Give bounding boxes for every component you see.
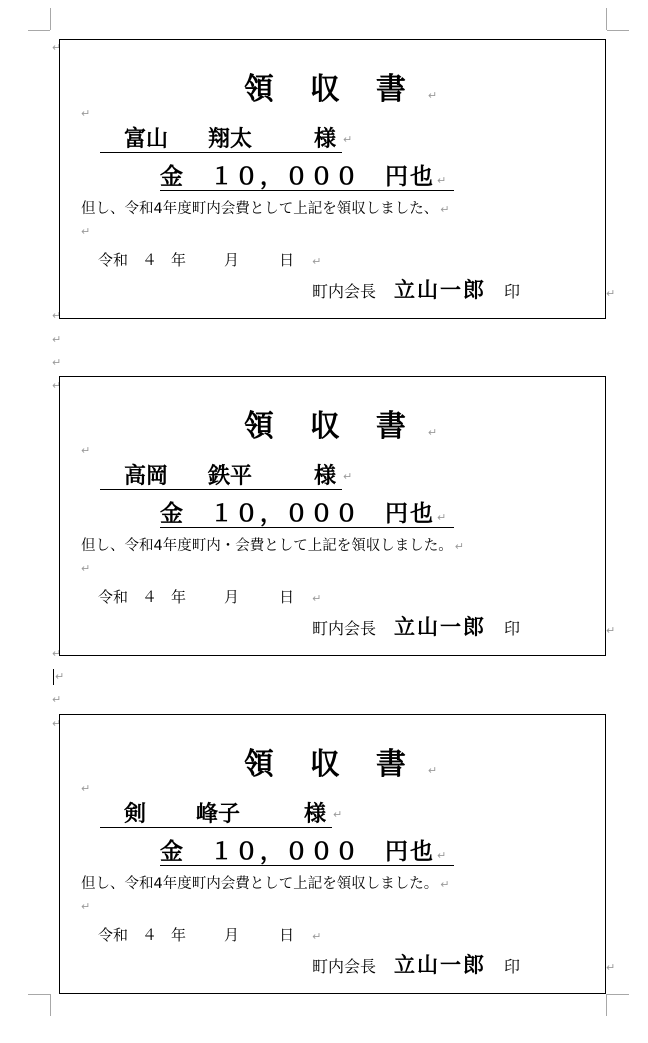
receipt-title — [60, 401, 605, 445]
date-year-unit: 年 — [171, 588, 187, 606]
issuer-line — [312, 953, 520, 979]
recipient-name — [100, 802, 343, 828]
recipient-given-name: 鉄平 — [208, 464, 253, 489]
title-char: 収 — [309, 409, 344, 444]
paragraph-mark: ↵ — [52, 717, 62, 730]
recipient-given-name: 峰子 — [196, 802, 241, 827]
paragraph-mark: ↵ — [81, 107, 91, 120]
paragraph-mark: ↵ — [52, 41, 62, 54]
paragraph-mark: ↵ — [81, 444, 91, 457]
receipt-title — [60, 739, 605, 783]
paragraph-mark: ↵ — [606, 961, 616, 974]
date-year-unit: 年 — [171, 926, 187, 944]
amount-text: 金 １０，０００ 円也 — [160, 839, 435, 865]
paragraph-mark: ↵ — [427, 426, 438, 439]
receipt-date — [98, 926, 321, 946]
text-cursor[interactable] — [53, 669, 54, 685]
honorific: 様 — [314, 464, 337, 489]
crop-mark-bottom-left — [28, 994, 50, 995]
paragraph-mark: ↵ — [606, 624, 616, 637]
note-text: 但し、令和4年度町内会費として上記を領収しました。 — [81, 876, 439, 892]
issuer-title: 町内会長 — [312, 619, 377, 638]
date-year: ４ — [142, 926, 158, 944]
paragraph-mark: ↵ — [343, 470, 353, 483]
paragraph-mark: ↵ — [52, 333, 62, 346]
recipient-family-name: 高岡 — [124, 464, 169, 489]
crop-mark-bottom-right — [607, 994, 629, 995]
crop-mark-top-right — [607, 30, 629, 31]
paragraph-mark: ↵ — [312, 255, 322, 268]
crop-mark-top-left — [50, 8, 51, 30]
receipt-card — [59, 714, 606, 994]
paragraph-mark: ↵ — [440, 878, 450, 891]
paragraph-mark: ↵ — [52, 309, 62, 322]
amount-line — [160, 839, 454, 866]
paragraph-mark: ↵ — [81, 782, 91, 795]
recipient-name — [100, 127, 353, 153]
paragraph-mark: ↵ — [427, 764, 438, 777]
title-char: 領 — [243, 747, 278, 782]
note-text: 但し、令和4年度町内会費として上記を領収しました、 — [81, 201, 439, 217]
date-month-unit: 月 — [224, 251, 240, 269]
recipient-name — [100, 464, 353, 490]
paragraph-mark: ↵ — [52, 379, 62, 392]
note-text: 但し、令和4年度町内・会費として上記を領収しました。 — [81, 538, 453, 554]
title-char: 収 — [309, 72, 344, 107]
issuer-title: 町内会長 — [312, 957, 377, 976]
title-char: 書 — [375, 72, 410, 107]
date-year: ４ — [142, 588, 158, 606]
receipt-card — [59, 376, 606, 656]
receipt-date — [98, 588, 321, 608]
title-char: 書 — [375, 747, 410, 782]
issuer-title: 町内会長 — [312, 282, 377, 301]
paragraph-mark: ↵ — [52, 356, 62, 369]
date-year-unit: 年 — [171, 251, 187, 269]
amount-line — [160, 164, 454, 191]
amount-text: 金 １０，０００ 円也 — [160, 501, 435, 527]
issuer-name: 立山一郎 — [394, 278, 487, 302]
date-day-unit: 日 — [279, 926, 295, 944]
paragraph-mark: ↵ — [333, 808, 343, 821]
date-era: 令和 — [98, 251, 129, 269]
date-day-unit: 日 — [279, 588, 295, 606]
paragraph-mark: ↵ — [81, 900, 91, 913]
receipt-note — [81, 200, 449, 219]
crop-mark-top-right — [606, 8, 607, 30]
paragraph-mark: ↵ — [81, 562, 91, 575]
title-char: 収 — [309, 747, 344, 782]
title-char: 書 — [375, 409, 410, 444]
receipt-note — [81, 537, 464, 556]
receipt-note — [81, 875, 449, 894]
issuer-line — [312, 615, 520, 641]
crop-mark-bottom-right — [606, 994, 607, 1016]
receipt-card — [59, 39, 606, 319]
receipt-title — [60, 64, 605, 108]
paragraph-mark: ↵ — [312, 592, 322, 605]
paragraph-mark: ↵ — [343, 133, 353, 146]
seal-label: 印 — [504, 957, 521, 976]
paragraph-mark: ↵ — [55, 670, 65, 683]
paragraph-mark: ↵ — [454, 540, 464, 553]
paragraph-mark: ↵ — [312, 930, 322, 943]
date-era: 令和 — [98, 926, 129, 944]
receipt-date — [98, 251, 321, 271]
paragraph-mark: ↵ — [437, 174, 447, 187]
paragraph-mark: ↵ — [81, 225, 91, 238]
date-era: 令和 — [98, 588, 129, 606]
crop-mark-bottom-left — [50, 994, 51, 1016]
date-year: ４ — [142, 251, 158, 269]
paragraph-mark: ↵ — [440, 203, 450, 216]
amount-line — [160, 501, 454, 528]
date-month-unit: 月 — [224, 588, 240, 606]
issuer-line — [312, 278, 520, 304]
recipient-family-name: 富山 — [124, 127, 169, 152]
honorific: 様 — [314, 127, 337, 152]
crop-mark-top-left — [28, 30, 50, 31]
paragraph-mark: ↵ — [437, 511, 447, 524]
paragraph-mark: ↵ — [427, 89, 438, 102]
issuer-name: 立山一郎 — [394, 615, 487, 639]
amount-text: 金 １０，０００ 円也 — [160, 164, 435, 190]
recipient-family-name: 剣 — [124, 802, 147, 827]
recipient-given-name: 翔太 — [208, 127, 253, 152]
date-day-unit: 日 — [279, 251, 295, 269]
paragraph-mark: ↵ — [52, 647, 62, 660]
paragraph-mark: ↵ — [437, 849, 447, 862]
issuer-name: 立山一郎 — [394, 953, 487, 977]
seal-label: 印 — [504, 619, 521, 638]
paragraph-mark: ↵ — [606, 287, 616, 300]
paragraph-mark: ↵ — [52, 693, 62, 706]
title-char: 領 — [243, 409, 278, 444]
date-month-unit: 月 — [224, 926, 240, 944]
seal-label: 印 — [504, 282, 521, 301]
title-char: 領 — [243, 72, 278, 107]
honorific: 様 — [304, 802, 327, 827]
